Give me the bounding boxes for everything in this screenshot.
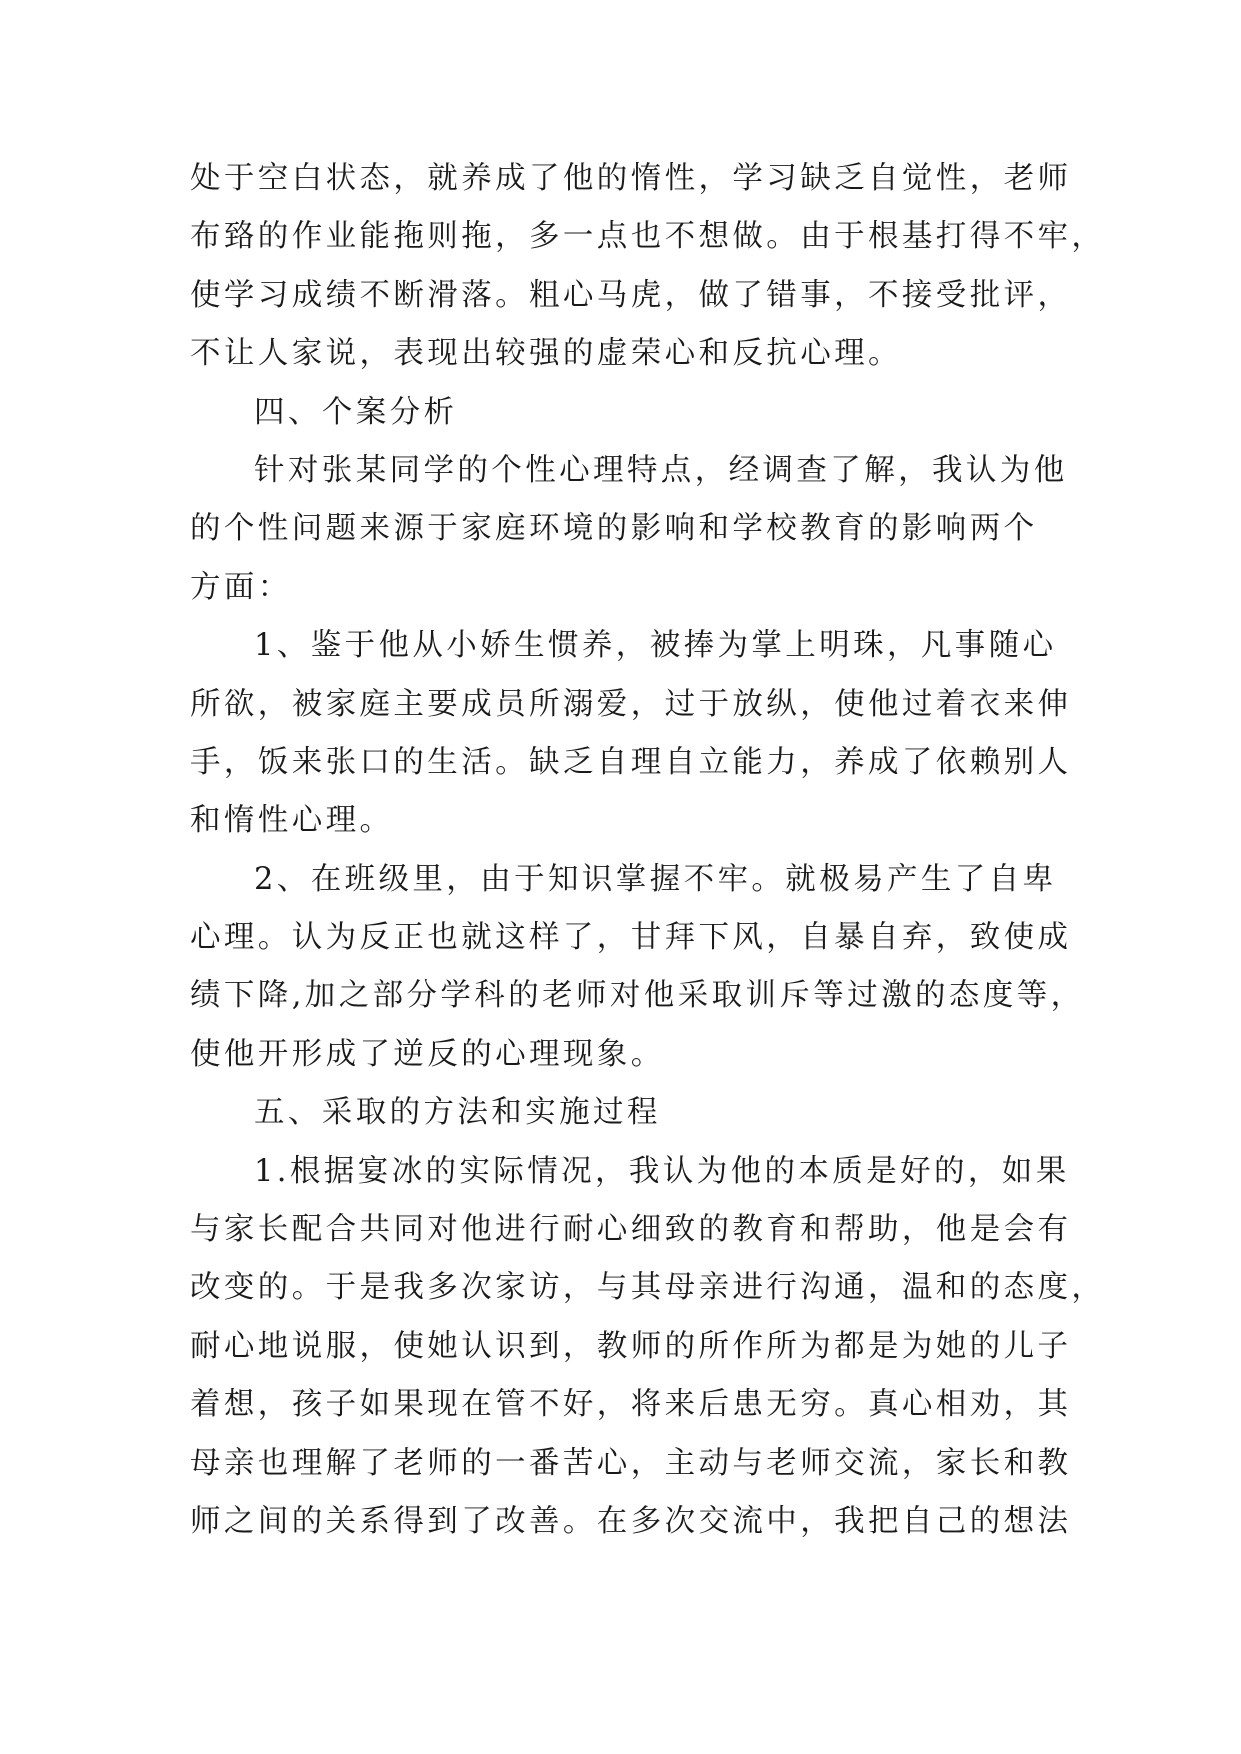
text-line: 2、在班级里，由于知识掌握不牢。就极易产生了自卑 [254, 861, 1057, 897]
text-line: 使学习成绩不断滑落。粗心马虎，做了错事，不接受批评， [190, 277, 1072, 313]
text-line: 心理。认为反正也就这样了，甘拜下风，自暴自弃，致使成 [190, 920, 1072, 956]
text-line: 耐心地说服，使她认识到，教师的所作所为都是为她的儿子 [190, 1328, 1072, 1364]
text-line: 绩下降,加之部分学科的老师对他采取训斥等过激的态度等， [190, 978, 1085, 1014]
text-line: 与家长配合共同对他进行耐心细致的教育和帮助，他是会有 [190, 1212, 1072, 1248]
text-line: 处于空白状态，就养成了他的惰性，学习缺乏自觉性，老师 [190, 161, 1072, 196]
text-line: 使他开形成了逆反的心理现象。 [190, 1036, 665, 1072]
text-line: 1.根据宴冰的实际情况，我认为他的本质是好的，如果 [254, 1153, 1070, 1189]
text-line: 着想，孩子如果现在管不好，将来后患无穷。真心相劝，其 [190, 1387, 1072, 1423]
text-line: 师之间的关系得到了改善。在多次交流中，我把自己的想法 [190, 1503, 1072, 1539]
text-line: 方面： [190, 569, 292, 605]
section-heading: 四、个案分析 [254, 394, 458, 430]
text-line: 和惰性心理。 [190, 803, 394, 839]
body-text [190, 150, 1106, 1551]
text-line: 的个性问题来源于家庭环境的影响和学校教育的影响两个 [190, 511, 1038, 547]
text-line: 针对张某同学的个性心理特点，经调查了解，我认为他 [254, 452, 1068, 488]
text-line: 手，饭来张口的生活。缺乏自理自立能力，养成了依赖别人 [190, 744, 1072, 780]
text-line: 不让人家说，表现出较强的虚荣心和反抗心理。 [190, 336, 902, 372]
text-line: 母亲也理解了老师的一番苦心，主动与老师交流，家长和教 [190, 1445, 1072, 1481]
text-line: 1、鉴于他从小娇生惯养，被捧为掌上明珠，凡事随心 [254, 628, 1057, 664]
text-line: 改变的。于是我多次家访，与其母亲进行沟通，温和的态度， [190, 1270, 1106, 1306]
text-line: 所欲，被家庭主要成员所溺爱，过于放纵，使他过着衣来伸 [190, 686, 1072, 722]
text-line: 布臵的作业能拖则拖，多一点也不想做。由于根基打得不牢， [190, 219, 1106, 255]
section-heading: 五、采取的方法和实施过程 [254, 1095, 661, 1131]
